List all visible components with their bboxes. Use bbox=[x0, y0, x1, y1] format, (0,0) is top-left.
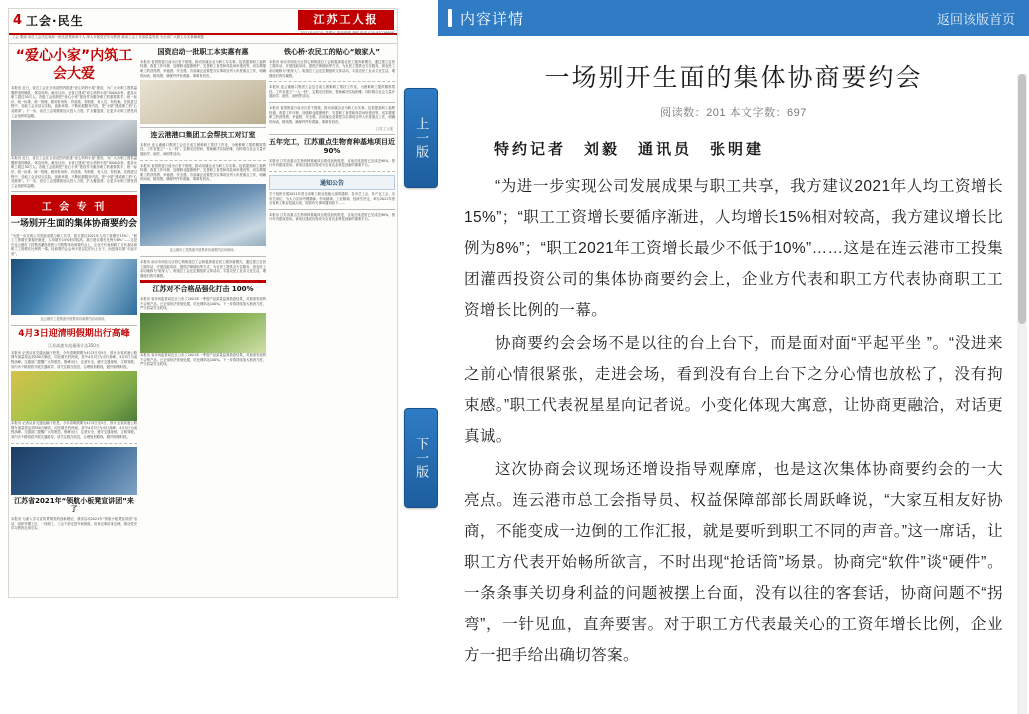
notice-box-body: 关于组织开展2021年度全省职工职业技能大赛的通知：各市总工会、各产业工会、各有关单位，为大力弘扬劳模精神、劳动精神、工匠精神，经研究决定，举办2021年度全省职工职业技能大赛，现将有关事项通知如下…… bbox=[269, 191, 395, 206]
article-body-r2: 本报讯 连云港港口集团工会近日成立困难职工帮扶工作室，为困难职工提供精准帮扶。工作室建立“一人一档”，定期走访慰问，帮助解决实际困难，同时联合社会力量开展助学、助医、助困等活动。 bbox=[140, 142, 266, 157]
article-body-holiday: 本报讯 记者从省交通运输厅获悉，今年清明假期为4月3日至5日，预计全省高速公路网车流量将达到350万辆次，同比增长约两成。其中4月3日为出行高峰，4月5日为返程高峰。交通部门提醒广大驾驶员，错峰出行，注意安全，遵守交通规则，文明驾驶。省内多个路段将开展交通疏导，请关注路况信息，合理规划路线，避开拥堵时段。 bbox=[11, 350, 137, 369]
notice-box-title: 通知公告 bbox=[269, 175, 395, 190]
newspaper-column-mid bbox=[140, 46, 266, 533]
article-photo-caption-2: 连云港市工投集团开展集体协商要约活动现场。 bbox=[169, 248, 237, 253]
article-headline-bench[interactable]: 江苏省2021年“领航小板凳宣讲团”来了 bbox=[14, 496, 134, 514]
article-body-r3: 本报讯 南京市雨花台区铁心桥街道总工会积极探索农民工服务新模式，通过建立农民工服务站、开展技能培训、提供法律援助等方式，为农民工提供全方位服务，被农民工亲切地称为“娘家人”。街道总工会还定期组织文体活动，丰富农民工业余文化生活，增强他们的归属感。 bbox=[269, 59, 395, 78]
back-to-page-link[interactable]: 返回该版首页 bbox=[936, 11, 1015, 27]
supplement-banner: 工 会 专 刊 bbox=[11, 195, 137, 216]
article-body-r2c: 本报讯 南京市雨花台区铁心桥街道总工会积极探索农民工服务新模式，通过建立农民工服务站、开展技能培训、提供法律援助等方式，为农民工提供全方位服务，被农民工亲切地称为“娘家人”。街道总工会还定期组织文体活动，丰富农民工业余文化生活，增强他们的归属感。 bbox=[140, 260, 266, 278]
article-photo-1 bbox=[11, 120, 137, 156]
page-number: 4 bbox=[13, 13, 23, 28]
next-page-label: 下一版 bbox=[414, 437, 430, 479]
article-body-collective: “为进一步实现公司发展成果与职工共享，我方建议2021年人均工资增长15%”；“职工工资增长要循序渐进，人均增长15%相对较高，我方建议增长比例为8%”……这是在连云港市工投集团灌西投资公司的集体协商要约会上，企业方代表和职工方代表协商职工工资增长比例的一幕。协商要约会会场不是以往的台上台下，而是面对面“平起平坐”。 bbox=[11, 233, 137, 256]
article-headline-r5[interactable]: 五年完工，江苏重点生物育种基地项目近90% bbox=[269, 138, 395, 156]
article-sub-holiday: 江苏高速车流量预计达350万 bbox=[48, 342, 100, 348]
article-body-r4: 本报讯 省市场监管局近日公布了2021年一季度产品质量监督抽查结果，对抽查发现的不合格产品，已全部依法依规处置，后处理率达100%。下一步将持续加大抽查力度，严守质量安全底线。 bbox=[140, 297, 266, 311]
newspaper-dateline: 2021年4月2日 星期五 责任编辑 李明 电话 025-83276688 bbox=[300, 31, 394, 35]
article-body-r3b: 本报讯 连云港港口集团工会近日成立困难职工帮扶工作室，为困难职工提供精准帮扶。工作室建立“一人一档”，定期走访慰问，帮助解决实际困难，同时联合社会力量开展助学、助医、助困等活动。 bbox=[269, 85, 395, 99]
article-body-bench: 本报讯 为深入学习宣传贯彻党的创新理论，我省启动2021年“领航小板凳宣讲团”活动，组织劳模工匠、一线职工、工会干部走进车间班组，用身边事讲身边理，推动党史学习教育走深走实。 bbox=[11, 517, 137, 531]
article-photo-4 bbox=[11, 447, 137, 495]
article-headline-holiday[interactable]: 4月3日迎清明假期出行高峰 bbox=[18, 328, 130, 339]
article-headline-collective[interactable]: 一场别开生面的集体协商要约会 bbox=[11, 219, 138, 230]
detail-body[interactable] bbox=[438, 36, 1029, 714]
article-body-r5: 本报讯 江苏省重点生物育种基地项目建设加快推进，目前总体进度已完成近90%，预计年内建成投用。该项目建成后将成为全省农业科技创新的重要平台。 bbox=[269, 158, 395, 168]
article-signature: 江苏工人报 bbox=[376, 127, 393, 132]
article-body-r2b: 本报讯 省国资委日前出台若干措施，推动省属企业为职工办实事。包括提高职工福利待遇、改善工作环境、加强职业健康保护、完善职工食堂和休息场所建设等，切实增强职工的获得感、幸福感、安全感。各省属企业要把办实事项目列入年度重点工作，明确时间表、路线图，确保件件有着落、事事有回音。 bbox=[140, 163, 266, 182]
prev-page-button[interactable] bbox=[404, 88, 438, 188]
article-body-r3c: 本报讯 省国资委日前出台若干措施，推动省属企业为职工办实事。包括提高职工福利待遇、改善工作环境、加强职业健康保护、完善职工食堂和休息场所建设等，切实增强职工的获得感、幸福感、安全感。各省属企业要把办实事项目列入年度重点工作，明确时间表、路线图，确保件件有着落、事事有回音。 bbox=[269, 105, 395, 124]
newspaper-topstrip: 工会 要闻 省总工会决定表彰一批先进集体和个人 深入开展党史学习教育 推动工会工作高质量发展 为全省广大职工办实事解难题 bbox=[9, 35, 397, 44]
article-body-holiday-2: 本报讯 记者从省交通运输厅获悉，今年清明假期为4月3日至5日，预计全省高速公路网车流量将达到350万辆次，同比增长约两成。其中4月3日为出行高峰，4月5日为返程高峰。交通部门提醒广大驾驶员，错峰出行，注意安全，遵守交通规则，文明驾驶。省内多个路段将开展交通疏导，请关注路况信息，合理规划路线，避开拥堵时段。 bbox=[11, 421, 137, 439]
prev-page-label: 上一版 bbox=[414, 117, 430, 159]
article-paragraph: “为进一步实现公司发展成果与职工共享，我方建议2021年人均工资增长15%”；“职工工资增长要循序渐进，人均增长15%相对较高，我方建议增长比例为8%”；“职工2021年工资增长最少不低于10%”……这是在连云港市工投集团灌西投资公司的集体协商要约会上，企业方代表和职工方代表协商职工工资增长比例的一幕。 bbox=[464, 178, 1003, 319]
newspaper-page-image[interactable] bbox=[8, 8, 398, 598]
article-paragraph: 协商要约会会场不是以往的台上台下，而是面对面“平起平坐 ”。“没进来之前心情很紧张，走进会场，看到没有台上台下之分心情也放松了，没有拘束感。”职工代表祝星星向记者说。小变化体现大寓意，让协商更融洽，对话更真诚。 bbox=[464, 335, 1003, 445]
article-photo-6 bbox=[140, 184, 266, 246]
newspaper-logo: 江苏工人报 bbox=[298, 10, 394, 30]
article-body-r4b: 本报讯 省市场监管局近日公布了2021年一季度产品质量监督抽查结果，对抽查发现的不合格产品，已全部依法依规处置，后处理率达100%。下一步将持续加大抽查力度，严守质量安全底线。 bbox=[140, 352, 266, 367]
article-photo-5 bbox=[140, 80, 266, 124]
article-body-main-2: 本报讯 近日，省总工会在全省范围内推进“爱心妈妈小屋”建设，为广大女职工提供温馨舒适的哺乳、休息场所。截至目前，全省已建成“爱心妈妈小屋”3000余家，惠及女职工超过30万人。各级工会组织把“爱心小家”建设作为服务职工的重要抓手，统一标识、统一标准、统一管理，做到有场所、有设施、有制度、有人员、有档案。在推进过程中，各地工会还结合实际，创新举措，不断拓展服务内容，把“小屋”建成职工的“心灵港湾”。下一步，省总工会将继续加大投入力度，扩大覆盖面，让更多女职工感受到工会组织的温暖。 bbox=[11, 156, 137, 188]
article-body-r5b: 本报讯 江苏省重点生物育种基地项目建设加快推进，目前总体进度已完成近90%，预计年内建成投用。该项目建成后将成为全省农业科技创新的重要平台。 bbox=[269, 212, 395, 222]
article-headline-r3[interactable]: 铁心桥·农民工的贴心“娘家人” bbox=[284, 48, 380, 56]
article-photo-7 bbox=[140, 313, 266, 353]
article-headline-r2[interactable]: 连云港港口集团工会帮扶工对订室 bbox=[150, 131, 256, 140]
article-body-r1: 本报讯 省国资委日前出台若干措施，推动省属企业为职工办实事。包括提高职工福利待遇、改善工作环境、加强职业健康保护、完善职工食堂和休息场所建设等，切实增强职工的获得感、幸福感、安全感。各省属企业要把办实事项目列入年度重点工作，明确时间表、路线图，确保件件有着落、事事有回音。 bbox=[140, 59, 266, 78]
newspaper-masthead bbox=[9, 9, 397, 35]
article-byline: 特约记者 刘毅 通讯员 张明建 bbox=[494, 141, 765, 158]
detail-scrollbar-thumb[interactable] bbox=[1018, 74, 1026, 324]
detail-scrollbar[interactable] bbox=[1017, 74, 1027, 714]
article-headline-main[interactable]: “爱心小家”内筑工会大爱 bbox=[15, 48, 133, 82]
article-photo-caption: 连云港市工投集团开展集体协商要约活动现场。 bbox=[40, 316, 108, 321]
page-nav-buttons bbox=[404, 0, 438, 714]
article-headline-r4[interactable]: 江苏对不合格品强化打击 100% bbox=[152, 285, 254, 294]
newspaper-column-right bbox=[269, 46, 395, 533]
newspaper-column-left bbox=[11, 46, 137, 533]
newspaper-columns bbox=[9, 44, 397, 535]
article-photo-3 bbox=[11, 371, 137, 421]
section-name: 工会·民生 bbox=[26, 14, 84, 28]
next-page-button[interactable] bbox=[404, 408, 438, 508]
article-title: 一场别开生面的集体协商要约会 bbox=[544, 63, 923, 92]
article-headline-r1[interactable]: 国资启动一批职工本实惠有惠 bbox=[157, 48, 249, 56]
article-meta: 阅读数：201 本文字数：697 bbox=[660, 107, 807, 119]
detail-header-title: 内容详情 bbox=[460, 10, 525, 28]
detail-header bbox=[438, 0, 1029, 36]
article-paragraph: 这次协商会议现场还增设指导观摩席，也是这次集体协商要约会的一大亮点。连云港市总工会指导员、权益保障部部长周跃峰说，“大家互相友好协商，不能变成一边倒的工作汇报，就是要听到职工不同的声音。”这一席话，让职工方代表开始畅所欲言，不时出现“抢话筒”场景。协商完“软件”谈“硬件”。一条条事关切身利益的问题被摆上台面，没有以往的客套话，协商问题不“拐弯”，一针见血，直奔要害。对于职工方代表最关心的工资年增长比例，企业方一把手给出确切答案。 bbox=[464, 461, 1003, 664]
article-body-main: 本报讯 近日，省总工会在全省范围内推进“爱心妈妈小屋”建设，为广大女职工提供温馨舒适的哺乳、休息场所。截至目前，全省已建成“爱心妈妈小屋”3000余家，惠及女职工超过30万人。各级工会组织把“爱心小家”建设作为服务职工的重要抓手，统一标识、统一标准、统一管理，做到有场所、有设施、有制度、有人员、有档案。在推进过程中，各地工会还结合实际，创新举措，不断拓展服务内容，把“小屋”建成职工的“心灵港湾”。下一步，省总工会将继续加大投入力度，扩大覆盖面，让更多女职工感受到工会组织的温暖。 bbox=[11, 86, 137, 118]
article-photo-2 bbox=[11, 259, 137, 315]
article-detail-pane bbox=[438, 0, 1029, 714]
header-accent-bar bbox=[448, 9, 452, 27]
newspaper-pane bbox=[0, 0, 438, 714]
